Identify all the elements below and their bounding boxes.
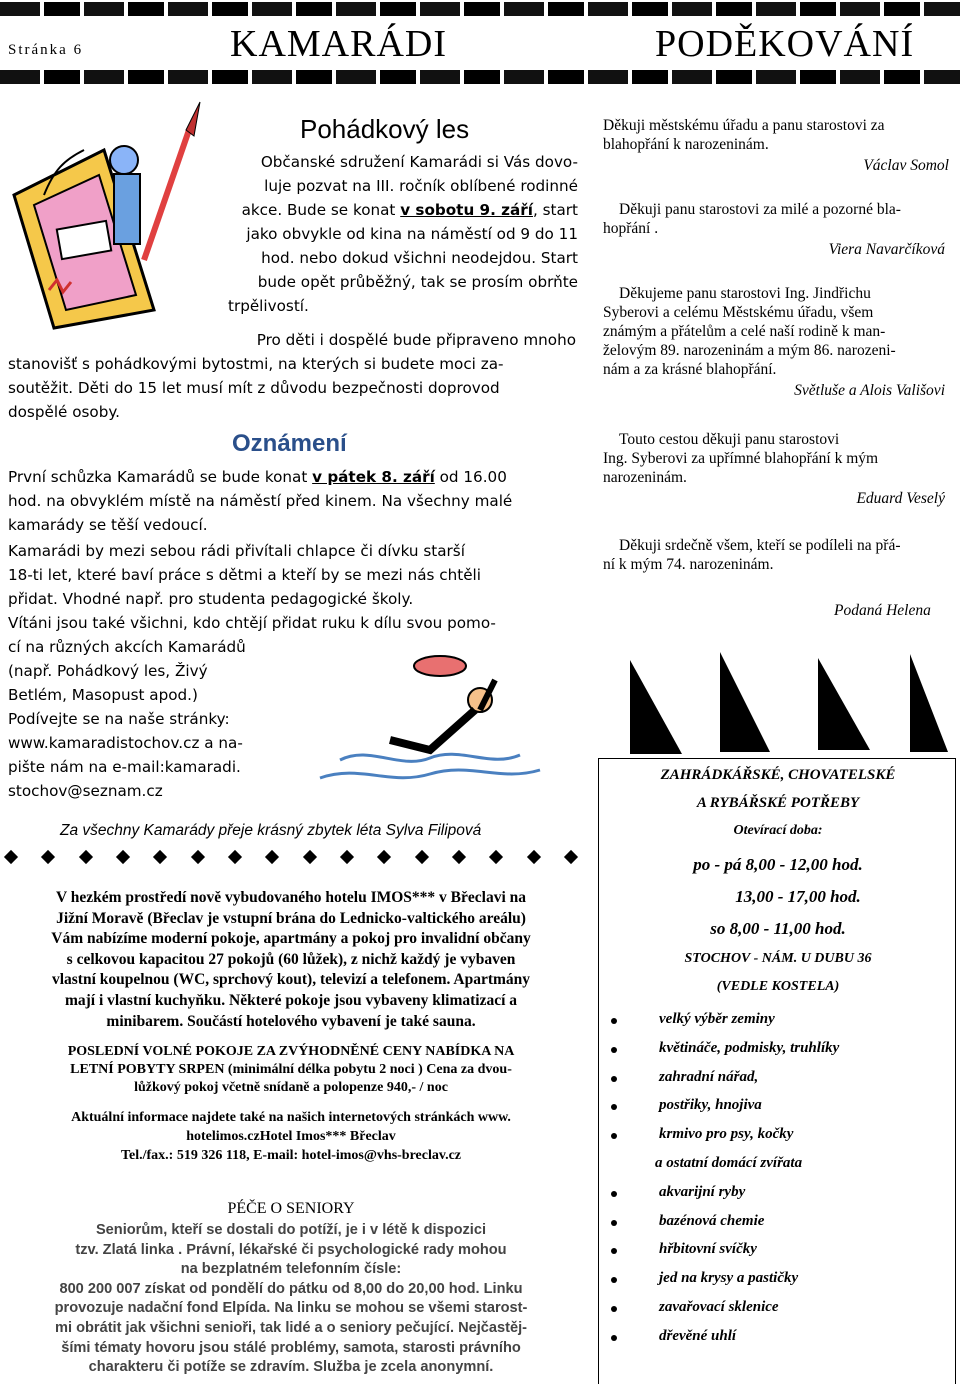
fairy-forest-paragraph-2: Pro děti i dospělé bude připraveno mnoho stanovišť s pohádkovými bytostmi, na kterých si budete moci za- soutěžit. Děti do 15 let musí mít z důvodu bezpečnosti doprovod dospělé osoby. <box>8 331 576 421</box>
shop-hours-label: Otevírací doba: <box>733 823 823 838</box>
shop-item: květináče, podmisky, truhlíky <box>659 1039 840 1056</box>
thanks-2-signature: Viera Navarčíková <box>828 241 945 258</box>
fairy-forest-paragraph-1-end: trpělivostí. <box>228 297 309 315</box>
shop-hours-weekday-1: po - pá 8,00 - 12,00 hod. <box>693 855 863 874</box>
shop-item-bullet <box>611 1104 617 1110</box>
shop-item-bullet <box>611 1335 617 1341</box>
fairy-forest-paragraph-1: Občanské sdružení Kamarádi si Vás dovo- luje pozvat na III. ročník oblíbené rodinné akce. Bude se konat v sobotu 9. září, start jako obvykle od kina na náměstí od 9 do 11 hod. nebo dokud všichni neodejdou. Start bude opět průběžný, tak se prosím obrňte <box>241 153 578 291</box>
shop-item: krmivo pro psy, kočky <box>659 1126 794 1143</box>
shop-address-1: STOCHOV - NÁM. U DUBU 36 <box>684 951 872 966</box>
hotel-ad-offer: POSLEDNÍ VOLNÉ POKOJE ZA ZVÝHODNĚNÉ CENY NABÍDKA NA LETNÍ POBYTY SRPEN (minimální délka pobytu 2 noci ) Cena za dvou- lůžkový pokoj včetně snídaně a polopenze 940,- / noc <box>67 1044 515 1095</box>
shop-item: bazénová chemie <box>659 1212 765 1229</box>
section-title-kamaradi: KAMARÁDI <box>230 23 447 65</box>
shop-item-bullet <box>611 1306 617 1312</box>
thanks-1: Děkuji městskému úřadu a panu starostovi za blahopřání k narozeninám. Václav Somol <box>603 116 953 175</box>
swimmer-illustration <box>280 640 580 800</box>
section-title-podekovani: PODĚKOVÁNÍ <box>655 23 915 65</box>
bottom-decorative-band <box>0 70 960 84</box>
hotel-ad-intro: V hezkém prostředí nově vybudovaného hotelu IMOS*** v Břeclavi na Jižní Moravě (Břeclav je vstupní brána do Lednicko-valtického areálu) Vám nabízíme moderní pokoje, apartmány a pokoj pro invalidní občany s celkovou kapacitou 27 pokojů (60 lůžek), z nichž každý je vybaven vlastní koupelnou (WC, sprchový kout), televizí a telefonem. Apartmány mají i vlastní kuchyňku. Některé pokoje jsou vybaveny klimatizací a minibarem. Součástí hotelového vybavení je také sauna. <box>51 889 531 1030</box>
shop-item: postřiky, hnojiva <box>659 1097 762 1114</box>
fairy-forest-title: Pohádkový les <box>300 114 470 144</box>
shop-item-bullet <box>611 1018 617 1024</box>
shop-item-bullet <box>611 1277 617 1283</box>
seniors-title: PÉČE O SENIORY <box>227 1200 355 1217</box>
thanks-1-signature: Václav Somol <box>863 157 949 174</box>
notice-signature: Za všechny Kamarády přeje krásný zbytek léta Sylva Filipová <box>60 822 482 839</box>
shop-item-bullet <box>611 1220 617 1226</box>
shop-item-bullet <box>611 1191 617 1197</box>
shop-item: a ostatní domácí zvířata <box>655 1155 803 1171</box>
fairytale-book-illustration <box>4 100 204 330</box>
hotel-ad-contact: Aktuální informace najdete také na našich internetových stránkách www. hotelimos.czHotel Imos*** Břeclav Tel./fax.: 519 326 118, E-mail: hotel-imos@vhs-breclav.cz <box>71 1110 511 1163</box>
shop-item: akvarijní ryby <box>659 1183 746 1200</box>
diamond-separator <box>0 846 582 870</box>
top-decorative-band <box>0 2 960 16</box>
shop-item: hřbitovní svíčky <box>659 1241 757 1258</box>
shop-item: velký výběr zeminy <box>659 1011 775 1027</box>
shop-item: jed na krysy a pastičky <box>659 1270 799 1287</box>
page-number: Stránka 6 <box>8 42 84 58</box>
notice-body: První schůzka Kamarádů se bude konat v pátek 8. září od 16.00 hod. na obvyklém místě na náměstí před kinem. Na všechny malé kamarády se těší vedoucí. Kamarádi by mezi sebou rádi přivítali chlapce či dívku starší 18-ti let, které baví práce s dětmi a kteří by se mezi nás chtěli přidat. Vhodné např. pro studenta pedagogické školy. Vítáni jsou také všichni, kdo chtějí přidat ruku k dílu svou pomo- cí na různých akcích Kamarádů (např. Pohádkový les, Živý Betlém, Masopust apod.) Podívejte se na naše stránky: www.kamaradistochov.cz a na- pište nám na e-mail:kamaradi. stochov@seznam.cz <box>8 468 513 800</box>
shop-item-bullet <box>611 1133 617 1139</box>
garden-shop-ad <box>598 758 956 1384</box>
shop-item-bullet <box>611 1248 617 1254</box>
thanks-3-signature: Světluše a Alois Vališovi <box>794 382 945 399</box>
shop-item: dřevěné uhlí <box>659 1327 737 1344</box>
shop-title-2: A RYBÁŘSKÉ POTŘEBY <box>696 795 860 811</box>
shop-hours-saturday: so 8,00 - 11,00 hod. <box>710 919 846 938</box>
shop-item-bullet <box>611 1076 617 1082</box>
shop-item: zavařovací sklenice <box>659 1299 779 1315</box>
thanks-5-signature: Podaná Helena <box>834 602 931 619</box>
seniors-body: Seniorům, kteří se dostali do potíží, je i v létě k dispozici tzv. Zlatá linka . Právní, lékařské či psychologické rady mohou na bezplatném telefonním čísle: 800 200 007 získat od pondělí do pátku od 8,00 do 20,00 hod. Linku provozuje nadační fond Elpída. Na linku se mohou se všemi starost- mi obrátit jak všichni senioři, tak lidé a o seniory pečující. Nejčastěj- šími tématy hovoru jsou stálé problémy, samota, starosti právního charakteru či potíže se zdravím. Služba je zcela anonymní. <box>54 1222 528 1376</box>
sailboats-decoration <box>620 640 950 756</box>
thanks-4-signature: Eduard Veselý <box>856 490 945 507</box>
shop-item: zahradní nářad, <box>659 1068 759 1085</box>
shop-address-2: (VEDLE KOSTELA) <box>716 979 840 994</box>
thanks-2: Děkuji panu starostovi za milé a pozorné bla- hopřání . Viera Navarčíková <box>603 200 953 259</box>
thanks-4: Touto cestou děkuji panu starostovi Ing. Syberovi za upřímné blahopřání k mým narozeninám. Eduard Veselý <box>603 430 953 508</box>
thanks-5: Děkuji srdečně všem, kteří se podíleli na přá- ní k mým 74. narozeninám. <box>603 537 901 573</box>
shop-hours-weekday-2: 13,00 - 17,00 hod. <box>735 887 861 906</box>
shop-title-1: ZAHRÁDKÁŘSKÉ, CHOVATELSKÉ <box>660 767 896 783</box>
thanks-3: Děkujeme panu starostovi Ing. Jindřichu Syberovi a celému Městskému úřadu, všem známým a přátelům a celé naší rodině k man- želovým 89. narozeninám a mým 86. narozeni- nám a za krásné blahopřání. Světluše a Alois Vališovi <box>603 284 953 400</box>
notice-title: Oznámení <box>232 430 347 457</box>
shop-item-bullet <box>611 1047 617 1053</box>
